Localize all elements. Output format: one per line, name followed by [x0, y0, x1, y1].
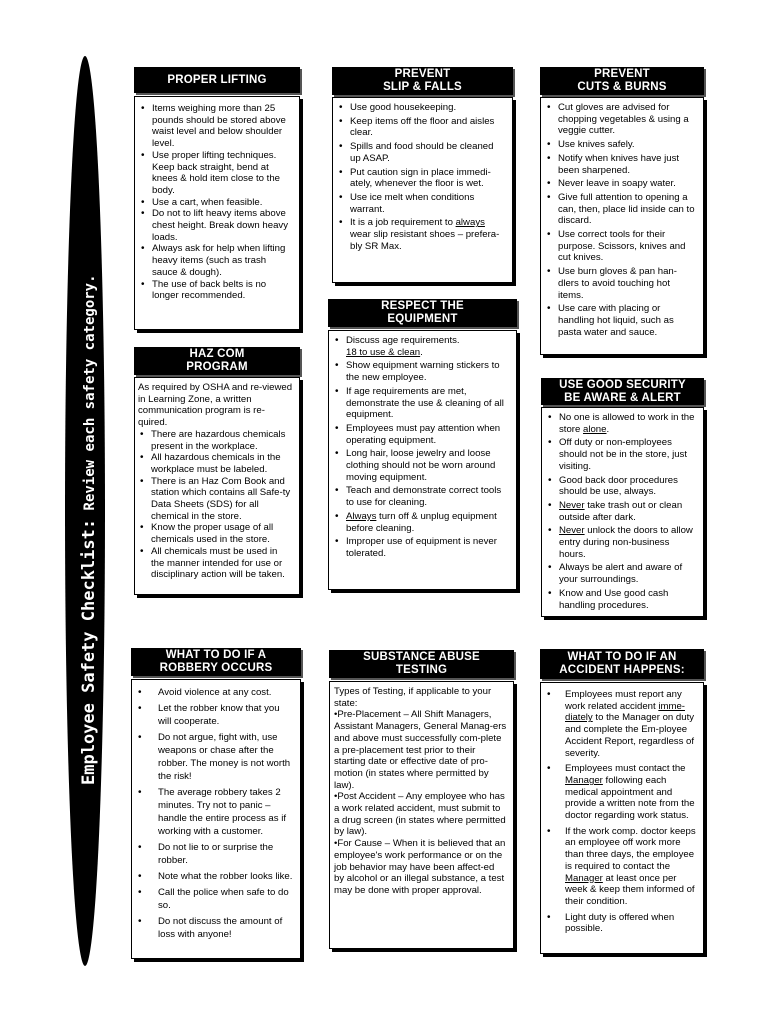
- list-item: • Notify when knives have just been sharpened.: [545, 153, 697, 176]
- list-item: • Light duty is offered when possible.: [545, 912, 697, 935]
- security-title-line2: BE AWARE & ALERT: [564, 391, 681, 404]
- cuts-burns-card: [540, 67, 704, 355]
- list-item: • Use burn gloves & pan han-dlers to avoid touching hot items.: [545, 266, 697, 301]
- list-item: • Use knives safely.: [545, 139, 697, 151]
- title-banner: [60, 55, 110, 967]
- list-item: • If the work comp. doctor keeps an employee off work more than three days, the employee is required to contact the Manager at least once per week & keep them informed of their condition.: [545, 826, 697, 908]
- haz-com-intro: As required by OSHA and re-viewed in Learning Zone, a written communication program is re-quired.: [138, 382, 293, 429]
- list-item: • Use correct tools for their purpose. Scissors, knives and cut knives.: [545, 229, 697, 264]
- list-item: • All chemicals must be used in the manner intended for use or disciplinary action will be taken.: [138, 546, 293, 581]
- list-item: • There is an Haz Com Book and station which contains all Safe-ty Data Sheets (SDS) for all chemical in the store.: [138, 476, 293, 523]
- slip-falls-card: [332, 67, 513, 283]
- slip-falls-title-line1: PREVENT: [394, 68, 451, 80]
- list-item: • Know the proper usage of all chemicals used in the store.: [138, 522, 293, 545]
- list-item: • Do not lie to or surprise the robber.: [136, 841, 294, 867]
- page-title: Employee Safety Checklist:: [79, 518, 99, 785]
- list-item: • Know and Use good cash handling procedures.: [546, 588, 697, 611]
- list-item: • Note what the robber looks like.: [136, 870, 294, 883]
- proper-lifting-card: [134, 67, 300, 330]
- list-item: • Show equipment warning stickers to the new employee.: [333, 360, 510, 383]
- haz-com-header: [134, 347, 300, 375]
- list-item: • All hazardous chemicals in the workplace must be labeled.: [138, 452, 293, 475]
- substance-card: [329, 650, 514, 949]
- list-item: • Long hair, loose jewelry and loose clothing should not be worn around moving equipment.: [333, 448, 510, 483]
- list-item: • Always ask for help when lifting heavy items (such as trash sauce & dough).: [139, 243, 293, 278]
- list-item: • Use ice melt when conditions warrant.: [337, 192, 506, 215]
- list-item: • Avoid violence at any cost.: [136, 686, 294, 699]
- list-item: • Put caution sign in place immedi-ately, whenever the floor is wet.: [337, 167, 506, 190]
- list-item: • Use proper lifting techniques. Keep back straight, bend at knees & hold item close to the body.: [139, 150, 293, 197]
- list-item: • Employees must pay attention when operating equipment.: [333, 423, 510, 446]
- list-item: • Keep items off the floor and aisles clear.: [337, 116, 506, 139]
- haz-com-body: [134, 377, 300, 595]
- equipment-header: [328, 299, 517, 327]
- haz-com-card: [134, 347, 300, 595]
- security-title-line1: USE GOOD SECURITY: [559, 378, 686, 391]
- list-item: • Always be alert and aware of your surroundings.: [546, 562, 697, 585]
- list-item: • Good back door procedures should be use, always.: [546, 475, 697, 498]
- svg-text:Employee Safety Checklist: Rev: [79, 274, 99, 785]
- substance-para3: •For Cause – When it is believed that an employee's work performance or on the job behavior may have been affect-ed by alcohol or an illegal substance, a test may be done with proper approval.: [334, 838, 506, 896]
- haz-com-title-line1: HAZ COM: [189, 348, 245, 360]
- accident-card: [540, 649, 704, 954]
- accident-body: [540, 682, 704, 954]
- list-item: • Employees must report any work related accident imme-diately to the Manager on duty and complete the Em-ployee Accident Report, regardless of severity.: [545, 689, 697, 759]
- list-item: • No one is allowed to work in the store alone.: [546, 412, 697, 435]
- robbery-header: [131, 648, 301, 676]
- list-item: • Use a cart, when feasible.: [139, 197, 293, 209]
- accident-title-line1: WHAT TO DO IF AN: [567, 651, 677, 663]
- list-item: • The use of back belts is no longer recommended.: [139, 279, 293, 302]
- list-item: • Improper use of equipment is never tolerated.: [333, 536, 510, 559]
- substance-title-line2: TESTING: [395, 664, 448, 676]
- list-item: • It is a job requirement to always wear slip resistant shoes – prefera-bly SR Max.: [337, 217, 506, 252]
- list-item: • Off duty or non-employees should not be in the store, just visiting.: [546, 437, 697, 472]
- substance-body: [329, 681, 514, 949]
- list-item: • Spills and food should be cleaned up ASAP.: [337, 141, 506, 164]
- substance-para1: Types of Testing, if applicable to your state: •Pre-Placement – All Shift Managers, Assistant Managers, General Manag-ers and above must successfully com-plete a pre-placement test prior to their starting date or effective date of pro-motion (in states where permitted by law).: [334, 686, 507, 791]
- list-item: • Employees must contact the Manager following each medical appointment and provide a written note from the doctor regarding work status.: [545, 763, 697, 822]
- cuts-burns-title-line2: CUTS & BURNS: [577, 81, 667, 93]
- robbery-title-line2: ROBBERY OCCURS: [159, 662, 273, 674]
- security-card: [541, 378, 704, 617]
- list-item: • Use care with placing or handling hot liquid, such as pasta water and sauce.: [545, 303, 697, 338]
- list-item: • Always turn off & unplug equipment before cleaning.: [333, 511, 510, 534]
- substance-header: [329, 650, 514, 678]
- list-item: • Never leave in soapy water.: [545, 178, 697, 190]
- equipment-title-line2: EQUIPMENT: [387, 313, 458, 325]
- cuts-burns-title-line1: PREVENT: [594, 68, 650, 80]
- list-item: • Cut gloves are advised for chopping vegetables & using a veggie cutter.: [545, 102, 697, 137]
- cuts-burns-header: [540, 67, 704, 95]
- list-item: • The average robbery takes 2 minutes. Try not to panic – handle the entire process as if working with a customer.: [136, 786, 294, 838]
- list-item: • Do not argue, fight with, use weapons or chase after the robber. The money is not worth the risk!: [136, 731, 294, 783]
- equipment-card: [328, 299, 517, 590]
- list-item: • Teach and demonstrate correct tools to use for cleaning.: [333, 485, 510, 508]
- robbery-body: [131, 679, 301, 959]
- list-item: • There are hazardous chemicals present in the workplace.: [138, 429, 293, 452]
- slip-falls-header: [332, 67, 513, 95]
- security-body: [541, 407, 704, 617]
- equipment-body: [328, 330, 517, 590]
- list-item: • Never take trash out or clean outside after dark.: [546, 500, 697, 523]
- accident-header: [540, 649, 704, 679]
- haz-com-title-line2: PROGRAM: [186, 361, 248, 373]
- list-item: • Let the robber know that you will cooperate.: [136, 702, 294, 728]
- list-item: • Items weighing more than 25 pounds should be stored above waist level and below shoulder level.: [139, 103, 293, 150]
- cuts-burns-body: [540, 97, 704, 355]
- accident-title-line2: ACCIDENT HAPPENS:: [559, 664, 685, 676]
- list-item: • Give full attention to opening a can, then, place lid inside can to discard.: [545, 192, 697, 227]
- slip-falls-title-line2: SLIP & FALLS: [383, 81, 462, 93]
- list-item: • Never unlock the doors to allow entry during non-business hours.: [546, 525, 697, 560]
- list-item: • Discuss age requirements. 18 to use & clean.: [333, 335, 510, 358]
- robbery-card: [131, 648, 301, 959]
- list-item: • If age requirements are met, demonstrate the use & cleaning of all equipment.: [333, 386, 510, 421]
- proper-lifting-header: [134, 67, 300, 93]
- proper-lifting-body: [134, 96, 300, 330]
- list-item: • Do not discuss the amount of loss with anyone!: [136, 915, 294, 941]
- slip-falls-body: [332, 97, 513, 283]
- page-subtitle: Review each safety category.: [82, 274, 98, 519]
- list-item: • Do not to lift heavy items above chest height. Break down heavy loads.: [139, 208, 293, 243]
- robbery-title-line1: WHAT TO DO IF A: [165, 649, 267, 661]
- substance-para2: •Post Accident – Any employee who has a work related accident, must submit to a drug screen (in states where permitted by law).: [334, 791, 506, 838]
- equipment-title-line1: RESPECT THE: [381, 300, 464, 312]
- proper-lifting-title: PROPER LIFTING: [167, 73, 267, 86]
- list-item: • Call the police when safe to do so.: [136, 886, 294, 912]
- list-item: • Use good housekeeping.: [337, 102, 506, 114]
- security-header: [541, 378, 704, 405]
- substance-title-line1: SUBSTANCE ABUSE: [363, 651, 480, 663]
